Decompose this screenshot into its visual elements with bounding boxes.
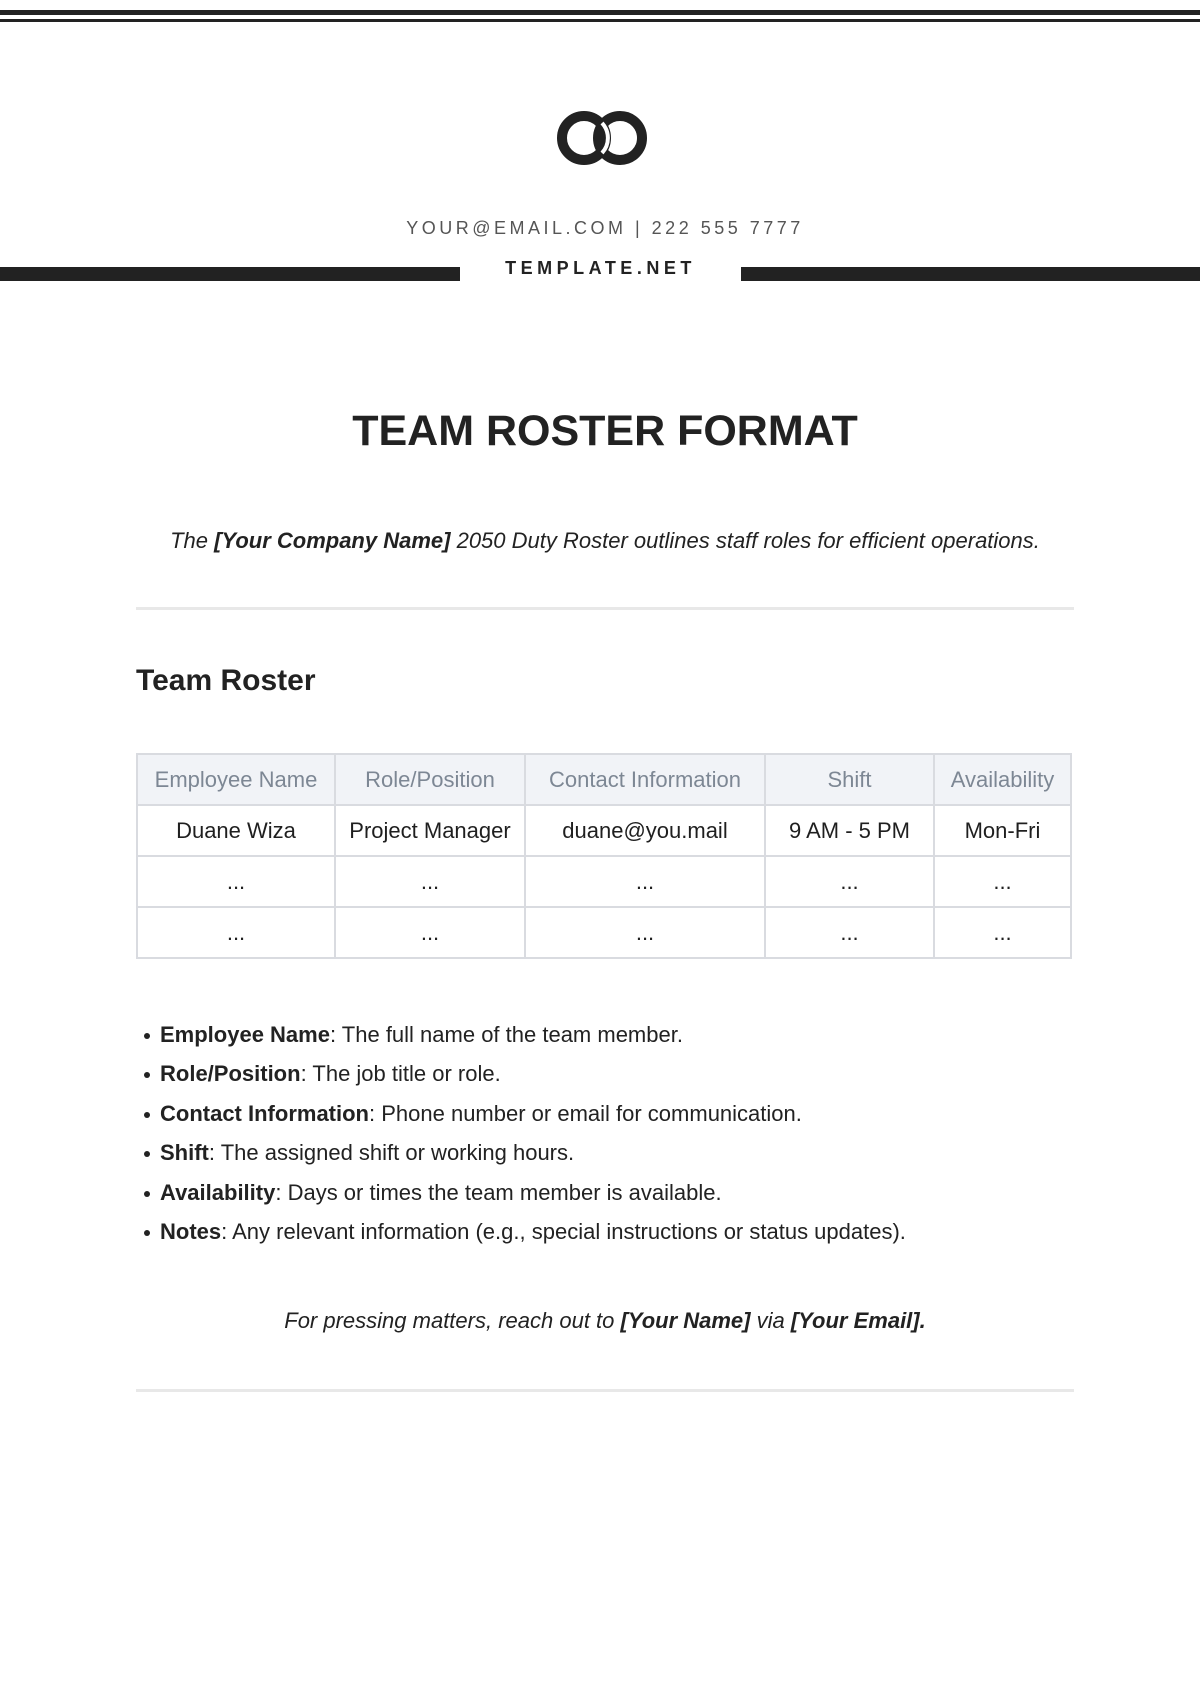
definition-term: Contact Information [160,1100,369,1126]
table-cell: ... [525,856,765,907]
table-cell: ... [934,856,1071,907]
table-cell: Project Manager [335,805,525,856]
definitions-list [140,1015,906,1251]
table-cell: ... [335,856,525,907]
table-cell: ... [525,907,765,958]
closing-middle: via [750,1308,791,1333]
intro-paragraph [100,528,1110,554]
column-header-contact-information: Contact Information [525,754,765,805]
column-header-employee-name: Employee Name [137,754,335,805]
intro-suffix: 2050 Duty Roster outlines staff roles for efficient operations. [450,528,1040,553]
definition-term: Role/Position [160,1061,301,1087]
definition-term: Employee Name [160,1022,330,1047]
column-header-shift: Shift [765,754,934,805]
table-cell: ... [335,907,525,958]
definition-term: Notes [160,1219,222,1245]
definition-term: Availability [160,1179,276,1205]
header-band-left [0,267,460,281]
table-cell: ... [137,856,335,907]
list-item [140,1173,906,1212]
table-cell: ... [765,907,934,958]
column-header-role-position: Role/Position [335,754,525,805]
table-cell: duane@you.mail [525,805,765,856]
table-cell: 9 AM - 5 PM [765,805,934,856]
closing-name-placeholder: [Your Name] [620,1308,751,1333]
closing-email-placeholder: [Your Email]. [790,1308,926,1333]
interlocking-rings-logo-icon [557,108,647,168]
document-title: TEAM ROSTER FORMAT [352,407,858,455]
brand-name: TEMPLATE.NET [505,258,696,278]
intro-prefix: The [170,528,215,553]
table-row [137,907,1071,958]
list-item [140,1094,906,1133]
list-item [140,1212,906,1251]
table-cell: ... [137,907,335,958]
divider-top [136,607,1074,610]
table-header-row [137,754,1071,805]
definition-text: : The job title or role. [300,1061,501,1087]
table-cell: ... [765,856,934,907]
table-cell: ... [934,907,1071,958]
divider-bottom [136,1389,1074,1392]
column-header-availability: Availability [934,754,1071,805]
table-cell: Mon-Fri [934,805,1071,856]
table-row [137,805,1071,856]
definition-text: : Phone number or email for communication. [369,1100,802,1126]
header-band-right [741,267,1200,281]
definition-text: : Days or times the team member is available. [275,1179,722,1205]
definition-text: : The assigned shift or working hours. [208,1140,575,1166]
definition-text: : Any relevant information (e.g., special instructions or status updates). [221,1219,906,1245]
header-contact: YOUR@EMAIL.COM | 222 555 7777 [406,218,804,238]
list-item [140,1015,906,1054]
list-item [140,1133,906,1172]
definition-term: Shift [160,1140,209,1166]
list-item [140,1054,906,1093]
table-cell: Duane Wiza [137,805,335,856]
closing-note [0,1308,1200,1334]
section-title: Team Roster [136,664,316,697]
top-rule-thin [0,19,1200,22]
top-rule-thick [0,10,1200,15]
closing-prefix: For pressing matters, reach out to [284,1308,621,1333]
roster-table [136,753,1072,959]
table-row [137,856,1071,907]
intro-company-placeholder: [Your Company Name] [214,528,451,553]
definition-text: : The full name of the team member. [329,1022,683,1047]
